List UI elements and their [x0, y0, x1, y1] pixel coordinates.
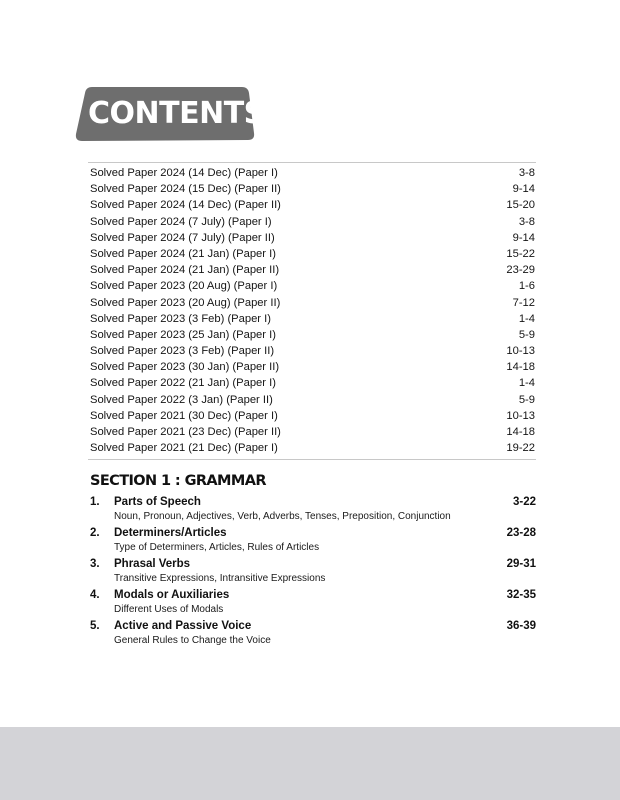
chapter-topics: Noun, Pronoun, Adjectives, Verb, Adverbs, Tenses, Preposition, Conjunction [114, 511, 451, 522]
paper-title: Solved Paper 2023 (3 Feb) (Paper I) [90, 312, 271, 325]
paper-row[interactable] [88, 197, 536, 213]
chapter-number: 2. [90, 527, 100, 539]
paper-pages: 9-14 [512, 231, 535, 244]
paper-title: Solved Paper 2024 (7 July) (Paper I) [90, 215, 272, 228]
chapter-item[interactable] [90, 556, 536, 587]
paper-pages: 10-13 [506, 409, 535, 422]
contents-title: CONTENTS [88, 96, 265, 131]
chapter-number: 5. [90, 620, 100, 632]
chapter-topics: General Rules to Change the Voice [114, 635, 271, 646]
chapter-item[interactable] [90, 618, 536, 649]
paper-row[interactable] [88, 392, 536, 408]
paper-title: Solved Paper 2023 (20 Aug) (Paper I) [90, 280, 278, 293]
chapter-title: Determiners/Articles [114, 527, 227, 539]
paper-pages: 14-18 [506, 426, 535, 438]
paper-title: Solved Paper 2023 (20 Aug) (Paper II) [90, 296, 281, 309]
paper-row[interactable] [88, 295, 536, 311]
paper-pages: 5-9 [518, 328, 535, 341]
paper-row[interactable] [88, 230, 536, 246]
chapter-pages: 36-39 [506, 620, 536, 632]
paper-row[interactable] [88, 375, 536, 391]
chapter-item[interactable] [90, 494, 536, 525]
chapter-topics: Different Uses of Modals [114, 604, 224, 615]
chapter-pages: 3-22 [512, 496, 536, 508]
paper-title: Solved Paper 2023 (3 Feb) (Paper II) [90, 345, 275, 358]
chapter-number: 4. [90, 589, 100, 601]
paper-pages: 1-6 [518, 280, 535, 293]
paper-pages: 19-22 [506, 442, 535, 455]
paper-title: Solved Paper 2023 (25 Jan) (Paper I) [90, 328, 276, 341]
paper-title: Solved Paper 2024 (21 Jan) (Paper II) [90, 264, 280, 277]
chapter-title: Phrasal Verbs [114, 558, 191, 570]
chapter-number: 3. [90, 558, 100, 570]
paper-row[interactable] [88, 278, 536, 294]
solved-papers-block [88, 162, 536, 460]
paper-row[interactable] [88, 359, 536, 375]
paper-row[interactable] [88, 311, 536, 327]
paper-pages: 3-8 [518, 215, 535, 228]
paper-title: Solved Paper 2024 (14 Dec) (Paper II) [90, 199, 281, 212]
paper-title: Solved Paper 2024 (14 Dec) (Paper I) [90, 167, 278, 179]
paper-title: Solved Paper 2021 (21 Dec) (Paper I) [90, 442, 278, 455]
paper-pages: 14-18 [506, 361, 535, 374]
chapter-title: Parts of Speech [114, 496, 201, 508]
paper-pages: 5-9 [518, 393, 535, 406]
paper-row[interactable] [88, 327, 536, 343]
bottom-divider [88, 459, 536, 460]
paper-row[interactable] [88, 408, 536, 424]
paper-row[interactable] [88, 343, 536, 359]
paper-title: Solved Paper 2022 (3 Jan) (Paper II) [90, 393, 273, 406]
chapter-title: Active and Passive Voice [114, 620, 252, 632]
chapter-pages: 23-28 [506, 527, 536, 539]
section-title: SECTION 1 : GRAMMAR [90, 473, 266, 489]
paper-pages: 23-29 [506, 264, 535, 277]
chapter-topics: Transitive Expressions, Intransitive Expressions [114, 573, 326, 584]
paper-title: Solved Paper 2021 (30 Dec) (Paper I) [90, 409, 278, 422]
paper-pages: 15-22 [506, 247, 535, 260]
chapter-pages: 32-35 [506, 589, 536, 601]
solved-papers-list [88, 163, 536, 459]
paper-pages: 9-14 [512, 183, 535, 196]
chapter-pages: 29-31 [506, 558, 536, 570]
paper-title: Solved Paper 2021 (23 Dec) (Paper II) [90, 426, 281, 438]
paper-row[interactable] [88, 181, 536, 197]
paper-row[interactable] [88, 214, 536, 230]
paper-row[interactable] [88, 440, 536, 456]
chapter-topics: Type of Determiners, Articles, Rules of Articles [114, 542, 320, 553]
contents-badge [74, 86, 265, 142]
paper-row[interactable] [88, 246, 536, 262]
paper-pages: 1-4 [518, 312, 535, 325]
paper-pages: 7-12 [512, 296, 535, 309]
paper-pages: 3-8 [518, 167, 535, 179]
chapter-item[interactable] [90, 587, 536, 618]
paper-pages: 10-13 [506, 345, 535, 358]
paper-pages: 15-20 [506, 199, 535, 212]
paper-title: Solved Paper 2024 (7 July) (Paper II) [90, 231, 275, 244]
paper-title: Solved Paper 2024 (15 Dec) (Paper II) [90, 183, 281, 196]
paper-pages: 1-4 [518, 377, 535, 390]
paper-row[interactable] [88, 262, 536, 278]
paper-title: Solved Paper 2022 (21 Jan) (Paper I) [90, 377, 276, 390]
paper-row[interactable] [88, 424, 536, 440]
section-grammar [90, 471, 536, 649]
chapter-title: Modals or Auxiliaries [114, 589, 230, 601]
paper-row[interactable] [88, 165, 536, 181]
chapter-number: 1. [90, 496, 100, 508]
viewer-background-band [0, 727, 620, 800]
paper-title: Solved Paper 2023 (30 Jan) (Paper II) [90, 361, 280, 374]
chapter-item[interactable] [90, 525, 536, 556]
paper-title: Solved Paper 2024 (21 Jan) (Paper I) [90, 247, 276, 260]
